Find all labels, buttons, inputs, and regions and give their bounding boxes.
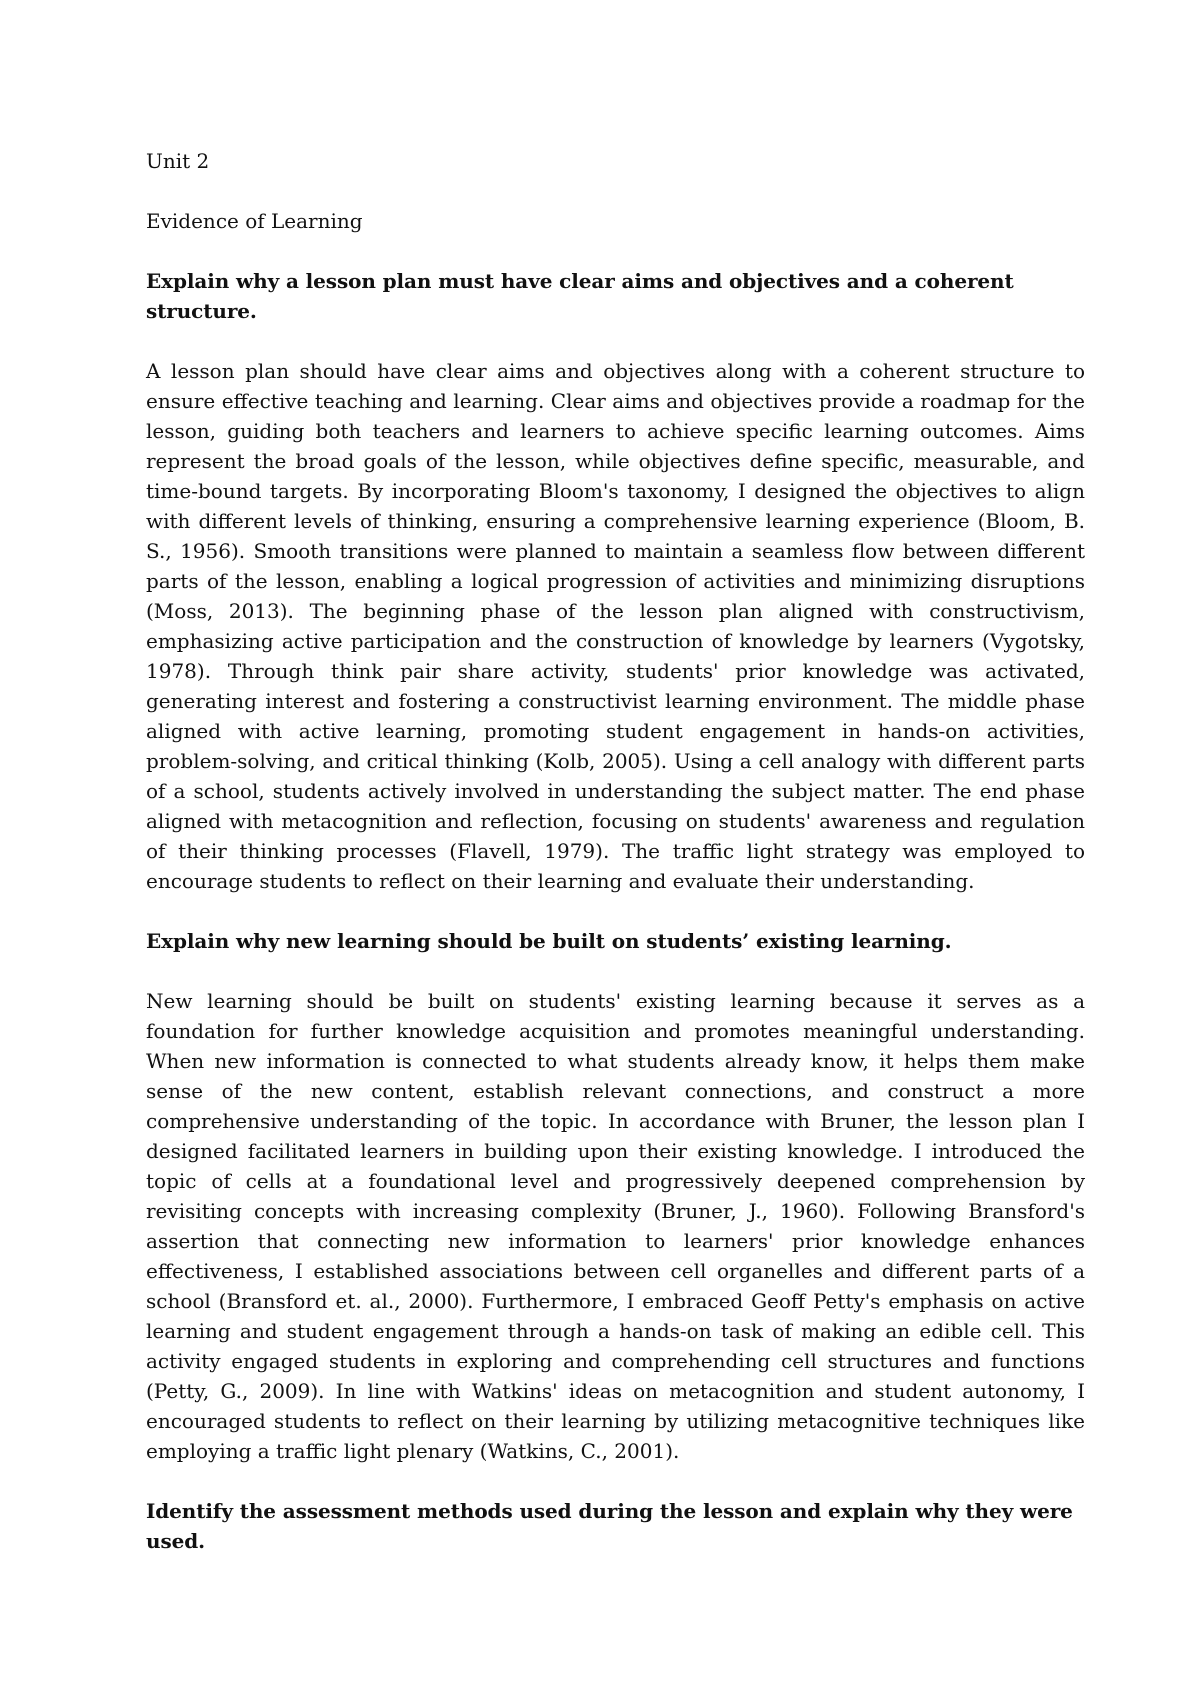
section-heading-assessment-methods: Identify the assessment methods used during the lesson and explain why they were used. [146, 1499, 1073, 1553]
document-subtitle: Evidence of Learning [146, 209, 363, 233]
document-content [146, 146, 1085, 1586]
section-body-aims-objectives: A lesson plan should have clear aims and objectives along with a coherent structure to ensure effective teaching and learning. Clear aims and objectives provide a roadmap for the lesson, guiding both teachers and learners to achieve specific learning outcomes. Aims represent the broad goals of the lesson, while objectives define specific, measurable, and time-bound targets. By incorporating Bloom's taxonomy, I designed the objectives to align with different levels of thinking, ensuring a comprehensive learning experience (Bloom, B. S., 1956). Smooth transitions were planned to maintain a seamless flow between different parts of the lesson, enabling a logical progression of activities and minimizing disruptions (Moss, 2013). The beginning phase of the lesson plan aligned with constructivism, emphasizing active participation and the construction of knowledge by learners (Vygotsky, 1978). Through think pair share activity, students' prior knowledge was activated, generating interest and fostering a constructivist learning environment. The middle phase aligned with active learning, promoting student engagement in hands-on activities, problem-solving, and critical thinking (Kolb, 2005). Using a cell analogy with different parts of a school, students actively involved in understanding the subject matter. The end phase aligned with metacognition and reflection, focusing on students' awareness and regulation of their thinking processes (Flavell, 1979). The traffic light strategy was employed to encourage students to reflect on their learning and evaluate their understanding. [146, 359, 1085, 893]
unit-label: Unit 2 [146, 149, 210, 173]
section-heading-existing-learning: Explain why new learning should be built on students’ existing learning. [146, 929, 952, 953]
section-body-existing-learning: New learning should be built on students' existing learning because it serves as a foundation for further knowledge acquisition and promotes meaningful understanding. When new information is connected to what students already know, it helps them make sense of the new content, establish relevant connections, and construct a more comprehensive understanding of the topic. In accordance with Bruner, the lesson plan I designed facilitated learners in building upon their existing knowledge. I introduced the topic of cells at a foundational level and progressively deepened comprehension by revisiting concepts with increasing complexity (Bruner, J., 1960). Following Bransford's assertion that connecting new information to learners' prior knowledge enhances effectiveness, I established associations between cell organelles and different parts of a school (Bransford et. al., 2000). Furthermore, I embraced Geoff Petty's emphasis on active learning and student engagement through a hands-on task of making an edible cell. This activity engaged students in exploring and comprehending cell structures and functions (Petty, G., 2009). In line with Watkins' ideas on metacognition and student autonomy, I encouraged students to reflect on their learning by utilizing metacognitive techniques like employing a traffic light plenary (Watkins, C., 2001). [146, 989, 1085, 1463]
section-heading-aims-objectives: Explain why a lesson plan must have clear aims and objectives and a coherent structure. [146, 269, 1014, 323]
